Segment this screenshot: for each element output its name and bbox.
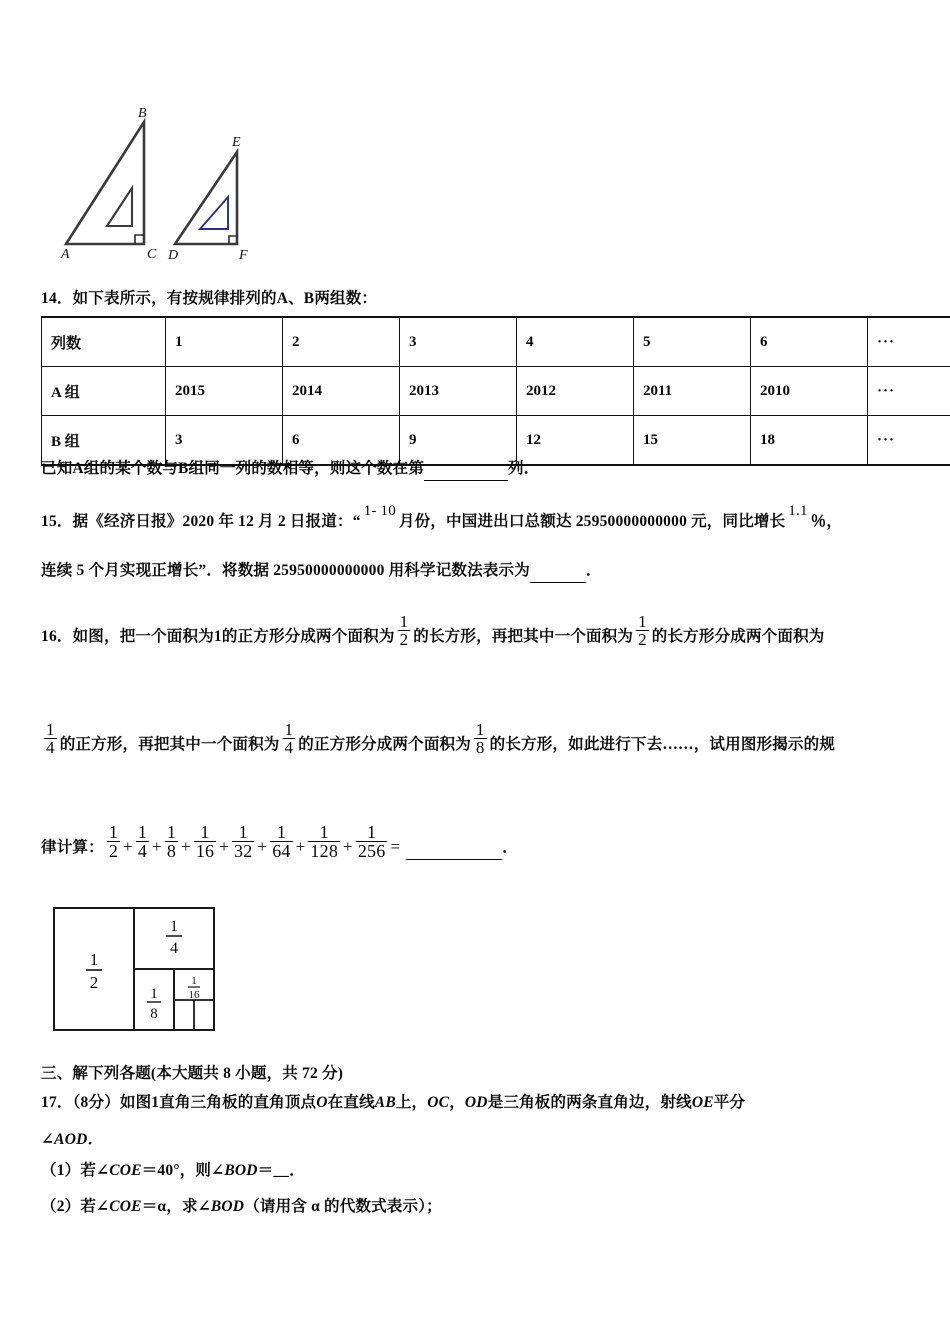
question-14-stem: 14．如下表所示，有按规律排列的A、B两组数： <box>41 290 378 307</box>
table-cell: 2010 <box>751 367 868 416</box>
fraction-denominator: 2 <box>638 630 647 650</box>
question-16-text-f: 的长方形，如此进行下去……，试用图形揭示的规 <box>489 735 836 753</box>
equals-sign: = <box>390 837 401 857</box>
fraction-denominator: 16 <box>195 841 215 862</box>
label-b: B <box>138 106 147 121</box>
figure-two-right-triangles <box>52 98 282 263</box>
fraction-term <box>107 823 120 861</box>
fraction-numerator: 1 <box>108 822 119 842</box>
table-cell: 2015 <box>166 367 283 416</box>
fraction-term <box>136 823 149 861</box>
square-label-one-eighth <box>147 986 161 1022</box>
nested-square-svg <box>52 906 216 1032</box>
svg-text:1: 1 <box>150 986 158 1002</box>
square-label-one-half <box>86 950 102 992</box>
fraction-term <box>194 823 216 861</box>
question-15-text-e: ． <box>585 562 602 579</box>
label-d: D <box>168 248 179 263</box>
segment-ab: AB <box>374 1094 396 1111</box>
table-cell: 2013 <box>400 367 517 416</box>
question-14-tail-after: 列． <box>508 460 540 477</box>
table-cell: 3 <box>400 317 517 367</box>
table-row-header: 列数 <box>42 317 166 367</box>
fraction-numerator: 1 <box>238 822 248 842</box>
table-cell: 2011 <box>634 367 751 416</box>
angle-bod: BOD <box>224 1162 258 1179</box>
table-cell: 15 <box>634 416 751 466</box>
triangles-svg <box>52 98 282 263</box>
fraction-denominator: 4 <box>46 738 55 758</box>
fraction-denominator: 2 <box>399 630 409 650</box>
question-14-tail-before: 已知A组的某个数与B组同一列的数相等，则这个数在第 <box>41 460 425 477</box>
svg-text:2: 2 <box>89 973 99 992</box>
fraction-denominator: 8 <box>166 841 177 862</box>
q17-item1-b: ＝40°，则∠ <box>141 1162 225 1179</box>
question-16-text-e: 的正方形分成两个面积为 <box>298 735 471 753</box>
right-angle-marker-c <box>135 235 144 244</box>
table-cell: 5 <box>634 317 751 367</box>
fraction-one-quarter <box>283 721 296 757</box>
plus-sign: + <box>181 837 191 857</box>
label-e: E <box>232 135 241 150</box>
fraction-numerator: 1 <box>475 720 485 739</box>
fraction-denominator: 64 <box>272 841 291 862</box>
point-o: O <box>316 1094 328 1111</box>
fraction-numerator: 1 <box>319 822 329 842</box>
fraction-denominator: 4 <box>284 738 294 758</box>
fraction-term <box>232 823 254 861</box>
fraction-numerator: 1 <box>367 822 377 842</box>
fraction-numerator: 1 <box>638 612 647 631</box>
question-14-tail <box>41 456 539 481</box>
fraction-term <box>308 823 340 861</box>
label-a: A <box>61 247 70 262</box>
question-15-line1 <box>41 503 843 531</box>
segment-od: OD <box>464 1094 488 1111</box>
table-cell: 6 <box>751 317 868 367</box>
plus-sign: + <box>123 837 133 857</box>
question-17-text-e: 是三角板的两条直角边，射线 <box>487 1094 692 1111</box>
table-cell-ellipsis: ··· <box>868 416 950 466</box>
figure-nested-square-diagram <box>52 906 216 1032</box>
question-15-text-b: 月份，中国进出口总额达 25950000000000 元，同比增长 <box>398 513 786 530</box>
fraction-one-half <box>398 613 411 649</box>
fraction-denominator: 8 <box>475 738 485 758</box>
fraction-term <box>270 823 292 861</box>
table-cell: 1 <box>166 317 283 367</box>
question-17-text-d: ， <box>449 1094 465 1111</box>
answer-blank[interactable] <box>530 564 586 583</box>
question-15-superscript-months: 1- 10 <box>363 503 396 519</box>
triangle-abc-inner <box>107 188 132 226</box>
q17-item2-b: ＝α，求∠ <box>141 1198 211 1215</box>
square-label-one-quarter <box>166 918 182 957</box>
table-row <box>42 317 950 367</box>
fraction-numerator: 1 <box>46 720 55 739</box>
plus-sign: + <box>219 837 230 857</box>
square-label-one-sixteenth <box>188 975 200 1001</box>
question-16-text-b: 的长方形，再把其中一个面积为 <box>413 627 634 645</box>
question-15-text-d: 连续 5 个月实现正增长”．将数据 25950000000000 用科学记数法表示为 <box>41 562 530 579</box>
fraction-denominator: 2 <box>108 841 119 862</box>
fraction-numerator: 1 <box>137 822 148 842</box>
table-cell: 12 <box>517 416 634 466</box>
fraction-numerator: 1 <box>284 720 294 739</box>
question-15-text-a: 15．据《经济日报》2020 年 12 月 2 日报道：“ <box>41 513 361 530</box>
table-row-header: A 组 <box>42 367 166 416</box>
question-16-text-c: 的长方形分成两个面积为 <box>651 627 825 645</box>
question-16-line3-sum <box>41 822 518 867</box>
fraction-numerator: 1 <box>276 822 287 842</box>
question-16-line1 <box>41 612 825 655</box>
svg-text:16: 16 <box>188 989 200 1001</box>
plus-sign: + <box>152 837 162 857</box>
q17-item2-a: （2）若∠ <box>41 1198 110 1215</box>
fraction-numerator: 1 <box>399 612 409 631</box>
table-cell-ellipsis: ··· <box>868 317 950 367</box>
table-cell: 3 <box>166 416 283 466</box>
question-17-text-b: 在直线 <box>327 1094 375 1111</box>
fraction-term <box>356 823 388 861</box>
q17-item1-c: ＝__． <box>257 1162 305 1179</box>
question-16-line2 <box>41 720 836 763</box>
fraction-numerator: 1 <box>166 822 177 842</box>
table-cell: 2012 <box>517 367 634 416</box>
plus-sign: + <box>343 837 353 857</box>
table-row-header: B 组 <box>42 416 166 466</box>
question-15-superscript-percent: 1.1 <box>788 503 808 519</box>
segment-oc: OC <box>427 1094 450 1111</box>
fraction-denominator: 32 <box>234 841 253 862</box>
fraction-denominator: 4 <box>137 841 148 862</box>
ray-oe: OE <box>691 1094 714 1111</box>
question-17-text-c: 上， <box>395 1094 428 1111</box>
svg-text:1: 1 <box>89 950 99 969</box>
question-17-line1 <box>41 1090 745 1112</box>
angle-coe: COE <box>109 1198 142 1215</box>
fraction-one-quarter <box>44 721 57 757</box>
question-15-text-c: ％， <box>810 513 843 530</box>
question-14-table <box>41 316 950 466</box>
question-17-item-2 <box>41 1194 442 1216</box>
question-17-text-a: 17．（8分）如图1直角三角板的直角顶点 <box>41 1094 317 1111</box>
plus-sign: + <box>257 837 268 857</box>
table-cell: 18 <box>751 416 868 466</box>
question-16-period: ． <box>502 839 518 857</box>
table-cell: 2014 <box>283 367 400 416</box>
question-17-item-1 <box>41 1158 305 1180</box>
table-row <box>42 367 950 416</box>
fraction-denominator: 256 <box>357 841 386 862</box>
fraction-denominator: 128 <box>310 841 339 862</box>
fraction-numerator: 1 <box>200 822 210 842</box>
plus-sign: + <box>295 837 306 857</box>
table-cell: 6 <box>283 416 400 466</box>
section-3-heading: 三、解下列各题(本大题共 8 小题，共 72 分) <box>41 1065 344 1082</box>
fraction-one-half <box>636 613 649 649</box>
angle-coe: COE <box>109 1162 142 1179</box>
svg-text:1: 1 <box>170 918 178 935</box>
svg-text:1: 1 <box>191 975 197 987</box>
fraction-sum-expression <box>104 822 391 862</box>
table-cell-ellipsis: ··· <box>868 367 950 416</box>
question-17-text-f: 平分 <box>713 1094 746 1111</box>
svg-text:4: 4 <box>170 940 178 957</box>
answer-blank[interactable] <box>406 841 502 860</box>
table-cell: 4 <box>517 317 634 367</box>
fraction-term <box>165 823 178 861</box>
table-cell: 9 <box>400 416 517 466</box>
fraction-one-eighth <box>474 721 487 757</box>
table-cell: 2 <box>283 317 400 367</box>
label-c: C <box>147 247 157 262</box>
question-15-line2 <box>41 558 602 583</box>
question-17-line2-angle-aod: ∠AOD． <box>41 1131 104 1148</box>
question-16-text-g: 律计算： <box>41 839 104 857</box>
q17-item2-c: （请用含 α 的代数式表示）； <box>244 1198 442 1215</box>
svg-text:8: 8 <box>150 1006 158 1022</box>
question-16-text-d: 的正方形，再把其中一个面积为 <box>59 735 280 753</box>
q17-item1-a: （1）若∠ <box>41 1162 110 1179</box>
question-16-text-a: 16．如图，把一个面积为1的正方形分成两个面积为 <box>41 627 395 645</box>
angle-bod: BOD <box>210 1198 245 1215</box>
label-f: F <box>239 248 248 263</box>
answer-blank[interactable] <box>424 462 508 481</box>
